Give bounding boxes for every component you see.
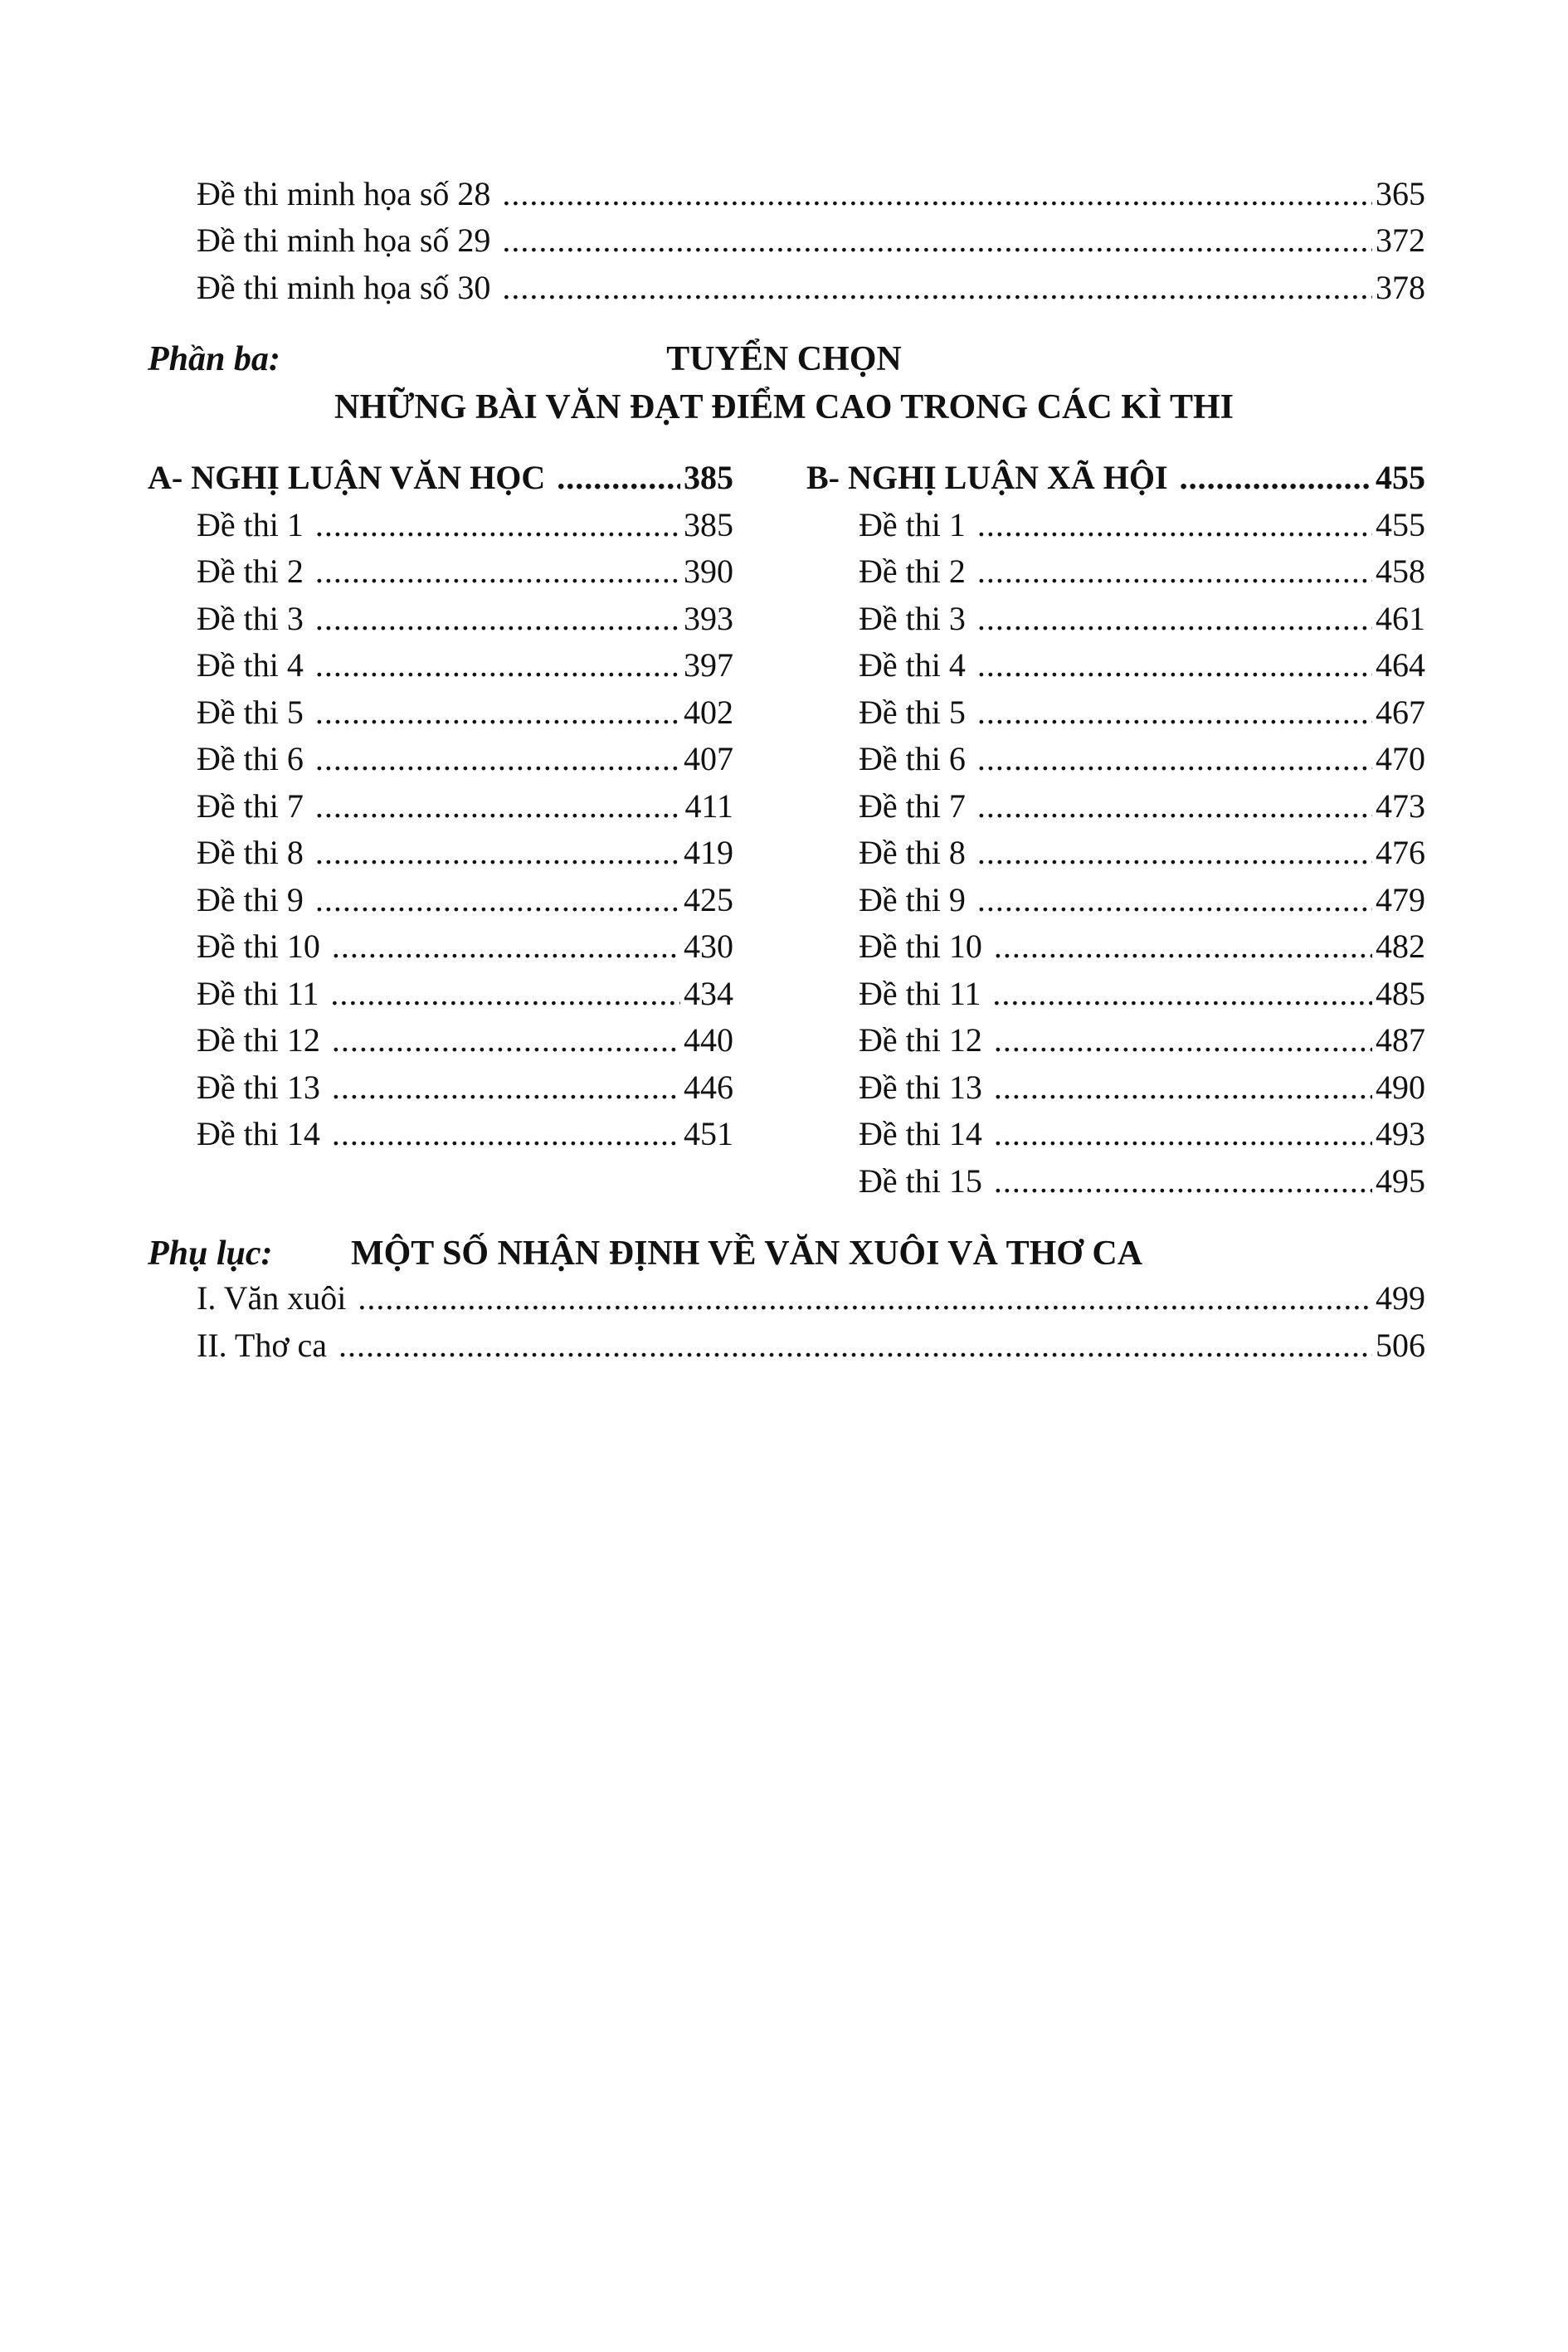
dot-leader: [977, 877, 1372, 923]
entry-page: 430: [684, 928, 733, 965]
entry-label: Đề thi 5: [859, 694, 966, 731]
entry-page: 470: [1376, 740, 1425, 777]
entry-page: 461: [1376, 600, 1425, 637]
entry-label: Đề thi 12: [197, 1021, 320, 1059]
toc-entry: [859, 830, 1425, 876]
entry-label: I. Văn xuôi: [197, 1279, 347, 1317]
dot-leader: [994, 1158, 1372, 1205]
entry-page: 397: [684, 646, 733, 684]
toc-entry: [197, 217, 1425, 264]
entry-label: Đề thi 1: [859, 506, 966, 543]
entry-page: 464: [1376, 646, 1425, 684]
toc-entry: [197, 1322, 1425, 1369]
entry-label: Đề thi minh họa số 29: [197, 222, 491, 259]
dot-leader: [502, 171, 1372, 217]
dot-leader: [977, 502, 1372, 548]
toc-entry: [197, 877, 733, 923]
entry-label: Đề thi 14: [197, 1115, 320, 1152]
entry-label: Đề thi 9: [197, 881, 304, 918]
toc-entry: [197, 736, 733, 782]
entry-page: 490: [1376, 1069, 1425, 1106]
toc-entry: [859, 642, 1425, 689]
section-heading-page: 455: [1376, 459, 1425, 496]
dot-leader: [1180, 455, 1372, 501]
entry-label: Đề thi 8: [859, 834, 966, 871]
entry-label: Đề thi 6: [197, 740, 304, 777]
dot-leader: [557, 455, 680, 501]
entry-page: 365: [1376, 175, 1425, 212]
section-a-heading: [148, 455, 733, 501]
toc-entry: [197, 689, 733, 736]
entry-page: 372: [1376, 222, 1425, 259]
dot-leader: [338, 1322, 1372, 1369]
dot-leader: [315, 689, 680, 736]
entry-page: 476: [1376, 834, 1425, 871]
toc-entry: [197, 596, 733, 642]
entry-label: Đề thi 6: [859, 740, 966, 777]
entry-label: Đề thi 14: [859, 1115, 982, 1152]
entry-label: Đề thi 11: [859, 975, 981, 1012]
part-three-label: Phần ba:: [148, 340, 280, 378]
dot-leader: [332, 1064, 680, 1111]
entry-label: Đề thi 2: [197, 553, 304, 590]
entry-page: 378: [1376, 269, 1425, 306]
entry-page: 446: [684, 1069, 733, 1106]
toc-entry: [859, 502, 1425, 548]
toc-entry: [197, 1275, 1425, 1322]
toc-entry: [197, 502, 733, 548]
toc-entry: [859, 783, 1425, 830]
entry-label: Đề thi minh họa số 30: [197, 269, 491, 306]
entry-page: 473: [1376, 787, 1425, 825]
dot-leader: [977, 830, 1372, 876]
dot-leader: [994, 1064, 1372, 1111]
part-three-title-line2: NHỮNG BÀI VĂN ĐẠT ĐIỂM CAO TRONG CÁC KÌ THI: [334, 388, 1234, 426]
entry-label: Đề thi 3: [859, 600, 966, 637]
toc-entry: [859, 1158, 1425, 1205]
section-heading-label: B- NGHỊ LUẬN XÃ HỘI: [806, 459, 1168, 496]
toc-entry: [197, 1111, 733, 1157]
entry-page: 385: [684, 506, 733, 543]
dot-leader: [315, 502, 680, 548]
dot-leader: [332, 1017, 680, 1064]
dot-leader: [977, 783, 1372, 830]
dot-leader: [332, 923, 680, 970]
dot-leader: [315, 783, 682, 830]
dot-leader: [502, 217, 1372, 264]
entry-page: 487: [1376, 1021, 1425, 1059]
dot-leader: [332, 1111, 680, 1157]
dot-leader: [315, 548, 680, 595]
dot-leader: [315, 596, 680, 642]
entry-label: Đề thi 12: [859, 1021, 982, 1059]
dot-leader: [977, 689, 1372, 736]
appendix-title: MỘT SỐ NHẬN ĐỊNH VỀ VĂN XUÔI VÀ THƠ CA: [351, 1234, 1143, 1273]
entry-page: 493: [1376, 1115, 1425, 1152]
toc-entry: [197, 830, 733, 876]
entry-page: 495: [1376, 1162, 1425, 1200]
toc-entry: [197, 783, 733, 830]
entry-page: 467: [1376, 694, 1425, 731]
dot-leader: [994, 923, 1372, 970]
entry-page: 482: [1376, 928, 1425, 965]
entry-label: II. Thơ ca: [197, 1327, 328, 1364]
entry-page: 479: [1376, 881, 1425, 918]
entry-label: Đề thi minh họa số 28: [197, 175, 491, 212]
entry-page: 402: [684, 694, 733, 731]
entry-label: Đề thi 15: [859, 1162, 982, 1200]
toc-entry: [197, 548, 733, 595]
entry-page: 499: [1376, 1279, 1425, 1317]
entry-page: 455: [1376, 506, 1425, 543]
toc-entry: [859, 971, 1425, 1017]
section-b-heading: [806, 455, 1425, 501]
entry-page: 451: [684, 1115, 733, 1152]
toc-entry: [859, 923, 1425, 970]
dot-leader: [330, 971, 680, 1017]
dot-leader: [315, 877, 680, 923]
entry-page: 407: [684, 740, 733, 777]
toc-entry: [197, 1017, 733, 1064]
toc-entry: [197, 1064, 733, 1111]
entry-label: Đề thi 13: [859, 1069, 982, 1106]
entry-label: Đề thi 10: [197, 928, 320, 965]
entry-label: Đề thi 11: [197, 975, 319, 1012]
entry-page: 506: [1376, 1327, 1425, 1364]
entry-label: Đề thi 13: [197, 1069, 320, 1106]
entry-label: Đề thi 10: [859, 928, 982, 965]
toc-entry: [197, 971, 733, 1017]
toc-entry: [197, 642, 733, 689]
toc-entry: [197, 171, 1425, 217]
dot-leader: [994, 1017, 1372, 1064]
toc-entry: [859, 1064, 1425, 1111]
toc-entry: [197, 923, 733, 970]
toc-entry: [859, 877, 1425, 923]
dot-leader: [977, 596, 1372, 642]
entry-label: Đề thi 4: [859, 646, 966, 684]
toc-entry: [859, 689, 1425, 736]
dot-leader: [977, 736, 1372, 782]
entry-page: 458: [1376, 553, 1425, 590]
entry-label: Đề thi 7: [859, 787, 966, 825]
entry-page: 440: [684, 1021, 733, 1059]
dot-leader: [977, 642, 1372, 689]
dot-leader: [315, 830, 680, 876]
appendix-label: Phụ lục:: [148, 1234, 273, 1273]
dot-leader: [358, 1275, 1372, 1322]
entry-label: Đề thi 8: [197, 834, 304, 871]
entry-page: 419: [684, 834, 733, 871]
dot-leader: [992, 971, 1372, 1017]
entry-page: 411: [684, 787, 733, 825]
entry-page: 393: [684, 600, 733, 637]
entry-label: Đề thi 5: [197, 694, 304, 731]
toc-entry: [197, 265, 1425, 311]
toc-entry: [859, 736, 1425, 782]
toc-entry: [859, 596, 1425, 642]
entry-label: Đề thi 1: [197, 506, 304, 543]
entry-page: 390: [684, 553, 733, 590]
entry-label: Đề thi 2: [859, 553, 966, 590]
section-heading-page: 385: [684, 459, 733, 496]
dot-leader: [977, 548, 1372, 595]
part-three-title-line1: TUYỂN CHỌN: [666, 340, 902, 378]
toc-entry: [859, 1017, 1425, 1064]
entry-label: Đề thi 9: [859, 881, 966, 918]
entry-page: 485: [1376, 975, 1425, 1012]
toc-entry: [859, 548, 1425, 595]
entry-label: Đề thi 7: [197, 787, 304, 825]
entry-page: 425: [684, 881, 733, 918]
dot-leader: [502, 265, 1372, 311]
toc-entry: [859, 1111, 1425, 1157]
entry-label: Đề thi 3: [197, 600, 304, 637]
entry-label: Đề thi 4: [197, 646, 304, 684]
dot-leader: [315, 642, 680, 689]
section-heading-label: A- NGHỊ LUẬN VĂN HỌC: [148, 459, 546, 496]
dot-leader: [315, 736, 680, 782]
dot-leader: [994, 1111, 1372, 1157]
entry-page: 434: [684, 975, 733, 1012]
